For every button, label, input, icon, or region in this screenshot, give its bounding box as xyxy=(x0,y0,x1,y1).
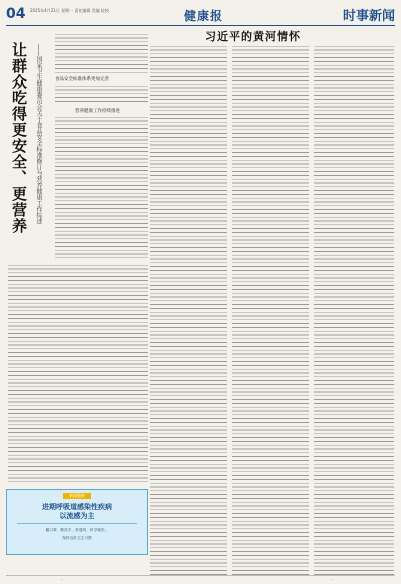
left-story-subtitle: 食品安全标准体系更加完善 xyxy=(55,77,109,82)
page-number: 04 xyxy=(6,6,26,22)
news-link-label: 新闻链接 xyxy=(63,493,91,499)
text-column xyxy=(314,44,394,575)
newspaper-logo: 健康报 xyxy=(184,9,224,23)
footer-mark: — xyxy=(60,577,63,581)
news-link-title-1: 进期呼吸道感染性疾病 xyxy=(42,503,112,511)
text-column xyxy=(232,44,309,575)
text-column xyxy=(150,44,227,575)
news-link-box xyxy=(6,489,148,555)
text-column xyxy=(55,84,148,104)
left-story-subhead: ——国家卫生健康委员会关于食品安全标准修订与营养健康工作综述 xyxy=(35,44,42,224)
left-story-subtitle-2: 营养健康工作持续推进 xyxy=(75,109,120,114)
footer-rule xyxy=(6,575,395,576)
masthead xyxy=(6,5,395,26)
main-story-title: 习近平的黄河情怀 xyxy=(205,30,301,43)
news-link-title-2: 以流感为主 xyxy=(59,512,95,520)
text-column xyxy=(55,115,148,259)
news-link-text-1: 戴口罩、勤洗手、常通风，科学就医， xyxy=(45,528,109,532)
text-column xyxy=(55,32,148,73)
left-story-headline: 让群众吃得更安全、更营养 xyxy=(10,42,28,234)
footer-mark: — xyxy=(330,577,333,581)
news-link-text-2: 保持良好卫生习惯 xyxy=(62,536,92,540)
divider xyxy=(17,523,137,524)
masthead-info: 2025年4月21日 星期一 责任编辑 美编 检校 xyxy=(30,8,109,13)
section-title: 时事新闻 xyxy=(342,9,395,24)
text-column xyxy=(8,263,148,483)
